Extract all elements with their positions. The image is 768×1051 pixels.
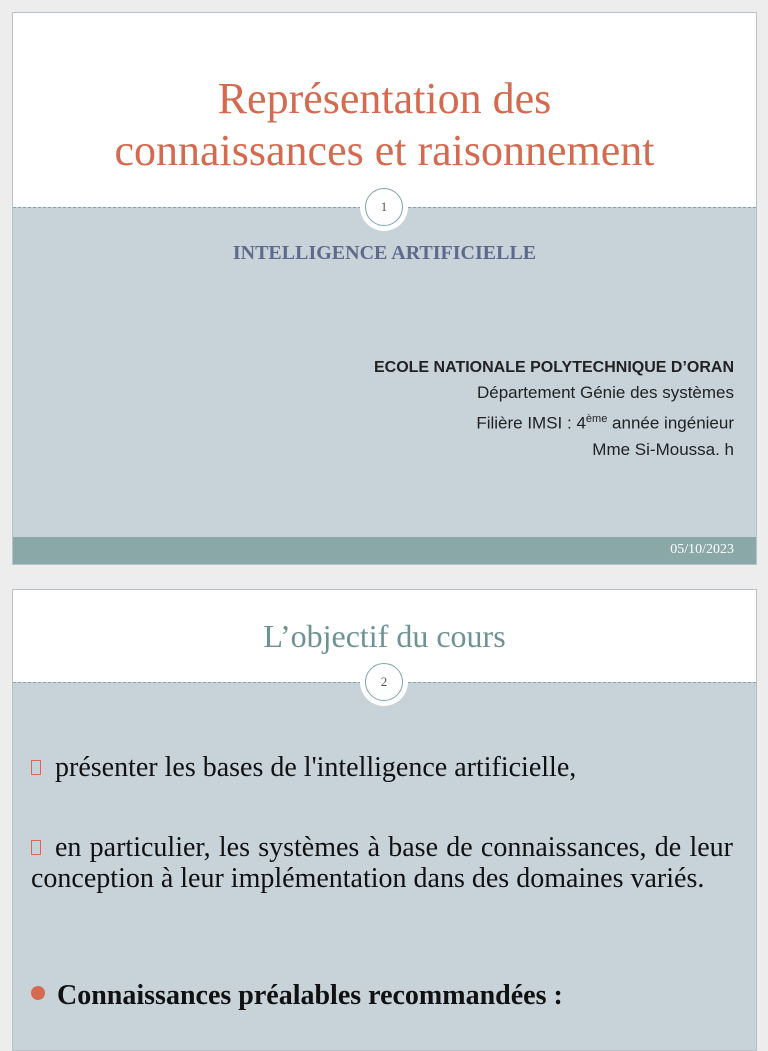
prerequisites-item — [31, 980, 733, 1011]
bullet-text: en particulier, les systèmes à base de connaissances, de leur conception à leur implémentation dans des domaines variés. — [31, 832, 733, 894]
teacher-name: Mme Si-Moussa. h — [592, 439, 734, 459]
square-bullet-icon — [31, 760, 41, 775]
title-line-2: connaissances et raisonnement — [114, 126, 655, 175]
title-line-1: Représentation des — [217, 74, 552, 123]
slide-date: 05/10/2023 — [670, 542, 734, 557]
slide-1 — [12, 12, 757, 565]
footer-bar — [13, 537, 756, 564]
slide-subtitle: INTELLIGENCE ARTIFICIELLE — [232, 242, 537, 264]
filiere-sup: ème — [585, 413, 608, 425]
slide-number: 2 — [365, 663, 403, 701]
dot-bullet-icon — [31, 986, 45, 1000]
slide-title: L’objectif du cours — [263, 618, 506, 654]
slide-2 — [12, 589, 757, 1051]
filiere-suffix: année ingénieur — [607, 413, 734, 433]
school-name: ECOLE NATIONALE POLYTECHNIQUE D’ORAN — [373, 359, 734, 376]
square-bullet-icon — [31, 840, 41, 855]
prerequisites-text: Connaissances préalables recommandées : — [57, 980, 563, 1011]
filiere — [374, 406, 734, 437]
slide-title — [13, 73, 756, 177]
bullet-item — [31, 752, 733, 783]
slide-number: 1 — [365, 188, 403, 226]
bullet-text: présenter les bases de l'intelligence artificielle, — [55, 752, 577, 783]
author-info — [374, 356, 734, 463]
department: Département Génie des systèmes — [476, 383, 734, 402]
title-area — [13, 13, 756, 207]
bullet-item — [31, 832, 733, 894]
filiere-prefix: Filière IMSI : 4 — [476, 413, 586, 433]
